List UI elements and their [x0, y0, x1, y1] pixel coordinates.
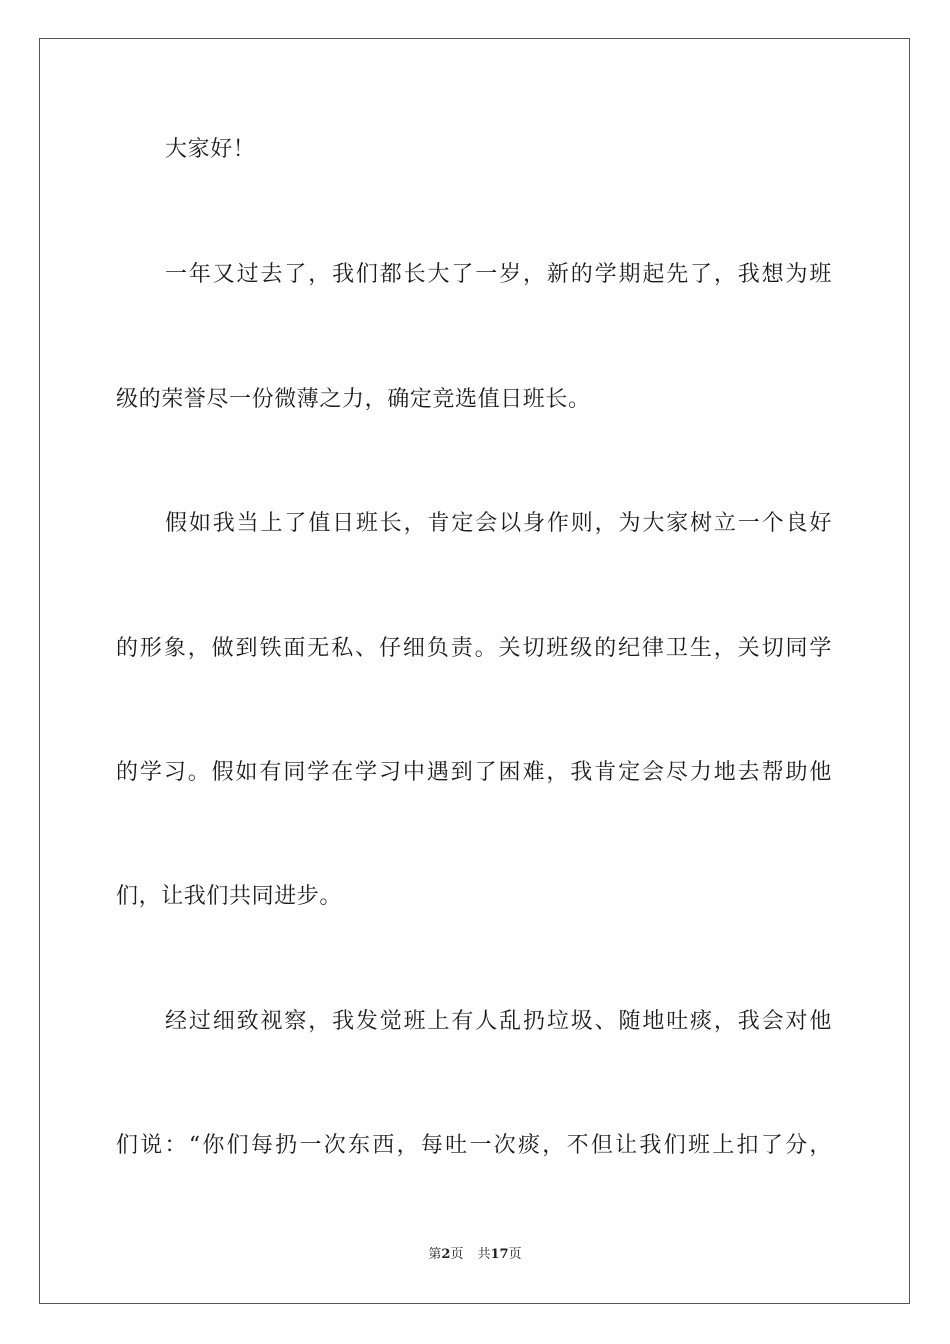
page-suffix: 页	[450, 1247, 464, 1262]
paragraph-3-line-2: 们说：“你们每扔一次东西，每吐一次痰，不但让我们班上扣了分，	[116, 1133, 832, 1158]
total-pages: 17	[490, 1247, 509, 1262]
paragraph-1-line-2: 级的荣誉尽一份微薄之力，确定竞选值日班长。	[116, 387, 591, 412]
paragraph-2-line-2: 的形象，做到铁面无私、仔细负责。关切班级的纪律卫生，关切同学	[116, 636, 832, 661]
page-prefix: 第	[428, 1247, 442, 1262]
total-suffix: 页	[508, 1247, 522, 1262]
paragraph-2-line-3: 的学习。假如有同学在学习中遇到了困难，我肯定会尽力地去帮助他	[116, 760, 832, 785]
page-number: 2	[441, 1247, 451, 1262]
page-frame	[39, 38, 910, 1304]
paragraph-2-line-4: 们，让我们共同进步。	[116, 884, 343, 909]
paragraph-1-line-1: 一年又过去了，我们都长大了一岁，新的学期起先了，我想为班	[165, 262, 832, 287]
paragraph-2-line-1: 假如我当上了值日班长，肯定会以身作则，为大家树立一个良好	[165, 511, 832, 536]
total-prefix: 共	[477, 1247, 491, 1262]
greeting-line: 大家好！	[165, 137, 256, 162]
page-footer	[0, 1246, 950, 1264]
paragraph-3-line-1: 经过细致视察，我发觉班上有人乱扔垃圾、随地吐痰，我会对他	[165, 1009, 832, 1034]
